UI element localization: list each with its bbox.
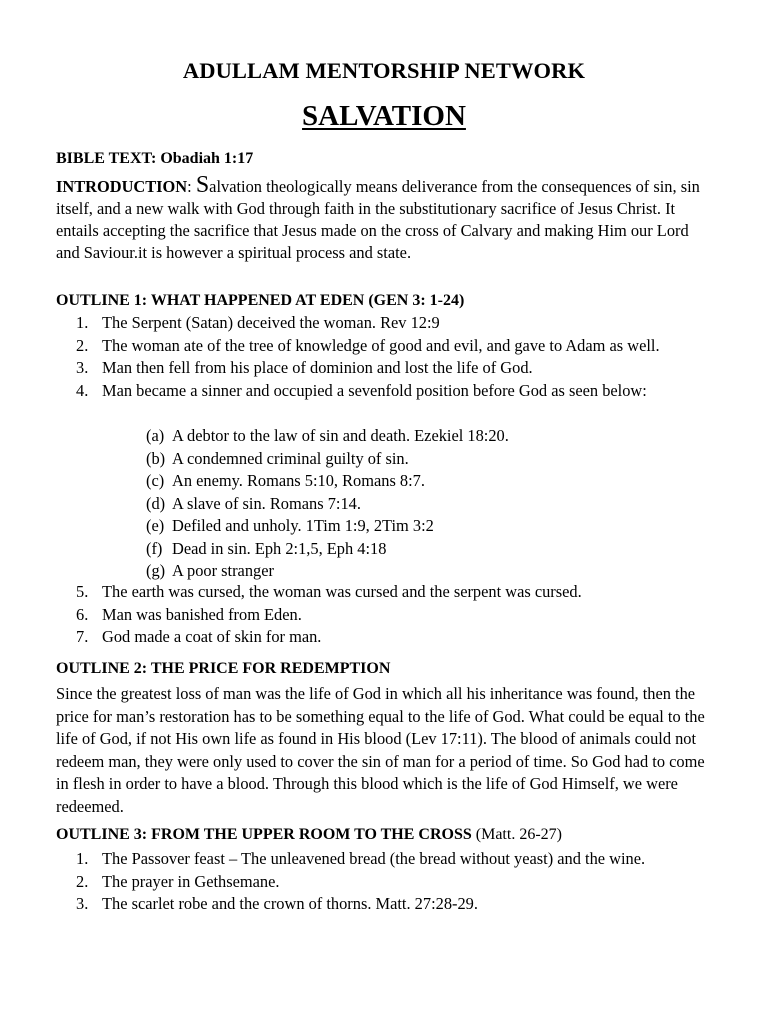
outline-2-paragraph: Since the greatest loss of man was the life of God in which all his inheritance was found, then the price for man’s restoration has to be something equal to the life of God. What could be equal to the life of God, if not His own life as found in His blood (Lev 17:11). The blood of animals could not redeem man, they were only used to cover the sin of man for a period of time. So God had to come in flesh in order to have a blood. Through this blood which is the life of God Himself, we were redeemed.	[56, 684, 705, 816]
sub-list-item	[56, 515, 696, 538]
list-item	[56, 871, 716, 894]
bible-text: BIBLE TEXT: Obadiah 1:17	[56, 150, 254, 167]
list-item	[56, 604, 696, 627]
introduction-paragraph	[56, 172, 716, 264]
sub-list-item	[56, 493, 696, 516]
sub-list-text: A poor stranger	[172, 561, 274, 580]
organization-name: ADULLAM MENTORSHIP NETWORK	[182, 58, 586, 83]
list-item	[56, 380, 696, 403]
list-number: 1.	[76, 313, 89, 332]
outline-1-list-continued	[56, 581, 696, 649]
sub-list-text: A condemned criminal guilty of sin.	[172, 448, 409, 468]
list-item	[56, 335, 696, 358]
sub-list-text: A debtor to the law of sin and death. Ezekiel 18:20.	[172, 426, 509, 445]
list-item	[56, 848, 716, 871]
list-number: 2.	[76, 871, 89, 891]
introduction-drop-letter: S	[195, 172, 210, 198]
introduction-body: alvation theologically means deliverance from the consequences of sin, sin itself, and a new walk with God through faith in the substitutionary sacrifice of Jesus Christ. It entails accepting the sacrifice that Jesus made on the cross of Calvary and making Him our Lord and Saviour.it is however a spiritual process and state.	[56, 177, 700, 262]
list-number: 3.	[76, 894, 89, 913]
sub-list-item	[56, 448, 696, 471]
sub-list-marker: (c)	[146, 471, 165, 490]
sub-list-marker: (d)	[146, 493, 166, 513]
introduction-colon: :	[187, 177, 196, 196]
list-text: The scarlet robe and the crown of thorns. Matt. 27:28-29.	[102, 894, 478, 913]
introduction-label: INTRODUCTION	[56, 177, 188, 196]
sub-list-marker: (e)	[146, 516, 165, 535]
list-text: The prayer in Gethsemane.	[102, 871, 280, 891]
outline-3-heading-text: OUTLINE 3: FROM THE UPPER ROOM TO THE CROSS	[56, 826, 472, 843]
sub-list-text: An enemy. Romans 5:10, Romans 8:7.	[172, 471, 425, 490]
sub-list-marker: (f)	[146, 538, 163, 558]
list-number: 2.	[76, 335, 89, 355]
sub-list-item	[56, 470, 696, 493]
list-text: The Passover feast – The unleavened bread (the bread without yeast) and the wine.	[102, 849, 646, 868]
outline-3-heading-reference: (Matt. 26-27)	[471, 826, 562, 843]
sub-list-text: A slave of sin. Romans 7:14.	[172, 493, 361, 513]
list-number: 1.	[76, 849, 89, 868]
outline-1-heading: OUTLINE 1: WHAT HAPPENED AT EDEN (GEN 3: 1-24)	[56, 292, 465, 309]
sub-list-text: Defiled and unholy. 1Tim 1:9, 2Tim 3:2	[172, 516, 434, 535]
list-item	[56, 626, 696, 649]
list-number: 6.	[76, 604, 89, 624]
list-number: 3.	[76, 358, 89, 377]
sub-list-marker: (b)	[146, 448, 166, 468]
sub-list-item	[56, 538, 696, 561]
outline-3-list	[56, 848, 716, 916]
sub-list-item	[56, 425, 696, 448]
list-item	[56, 893, 716, 916]
outline-1-sublist	[56, 425, 696, 583]
list-item	[56, 357, 696, 380]
list-number: 4.	[76, 380, 89, 400]
list-text: Man was banished from Eden.	[102, 604, 302, 624]
list-text: God made a coat of skin for man.	[102, 627, 322, 646]
sub-list-item	[56, 560, 696, 583]
list-text: The woman ate of the tree of knowledge of good and evil, and gave to Adam as well.	[102, 335, 660, 355]
sub-list-text: Dead in sin. Eph 2:1,5, Eph 4:18	[172, 538, 387, 558]
document-title: SALVATION	[302, 100, 466, 132]
outline-1-list	[56, 312, 696, 402]
sub-list-marker: (a)	[146, 426, 165, 445]
list-item	[56, 581, 696, 604]
list-text: Man became a sinner and occupied a sevenfold position before God as seen below:	[102, 380, 647, 400]
list-item	[56, 312, 696, 335]
list-number: 7.	[76, 627, 89, 646]
list-number: 5.	[76, 582, 89, 601]
outline-2-heading: OUTLINE 2: THE PRICE FOR REDEMPTION	[56, 660, 391, 677]
list-text: The earth was cursed, the woman was cursed and the serpent was cursed.	[102, 582, 582, 601]
list-text: Man then fell from his place of dominion and lost the life of God.	[102, 358, 533, 377]
list-text: The Serpent (Satan) deceived the woman. Rev 12:9	[102, 313, 440, 332]
outline-3-heading	[56, 826, 562, 844]
sub-list-marker: (g)	[146, 561, 166, 580]
